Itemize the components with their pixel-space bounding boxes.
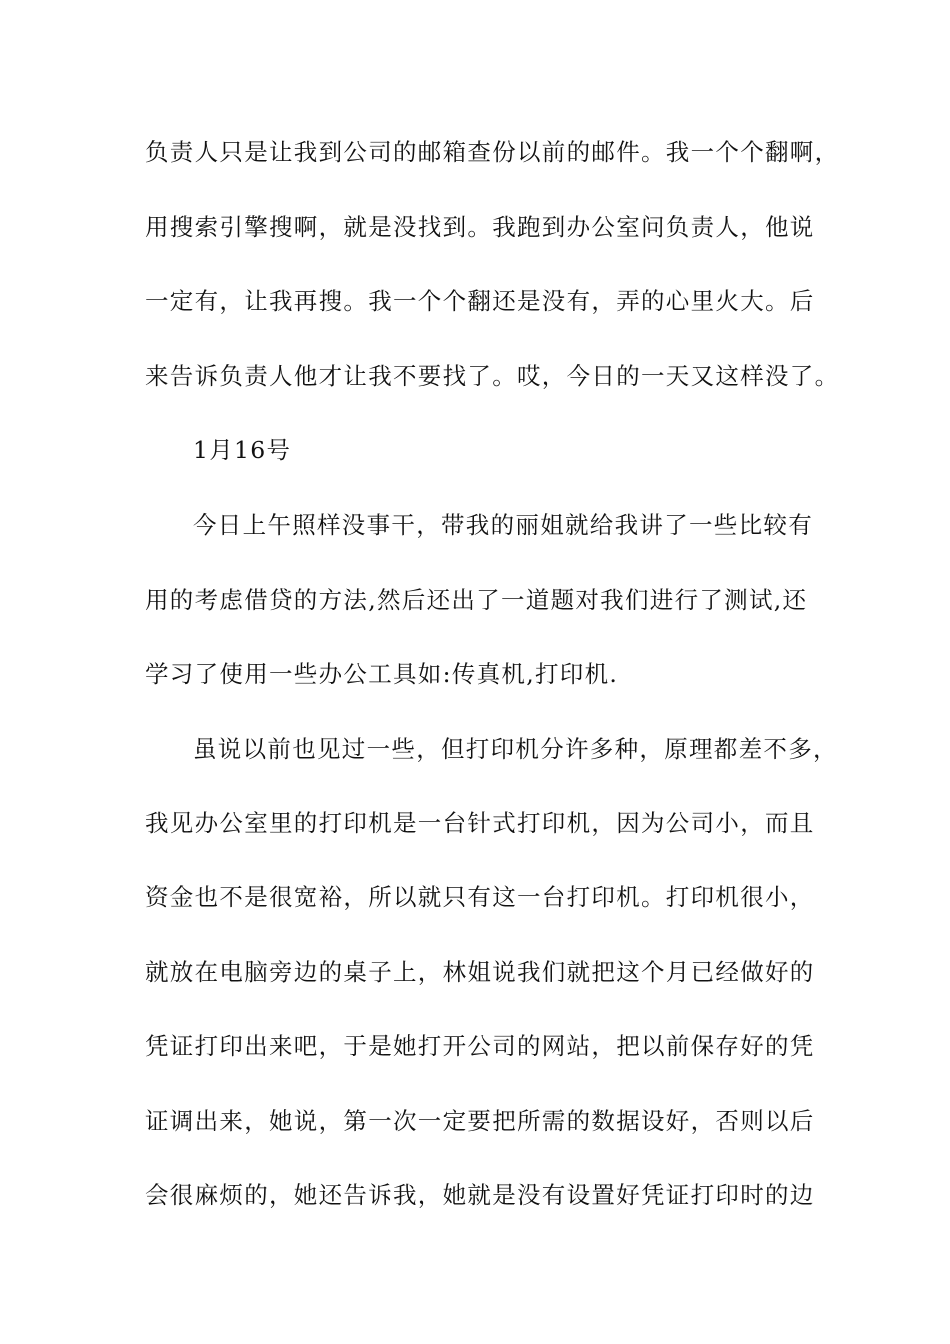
text-line: 证调出来，她说，第一次一定要把所需的数据设好，否则以后 [145, 1107, 815, 1135]
text-line: 一定有，让我再搜。我一个个翻还是没有，弄的心里火大。后 [145, 287, 815, 315]
text-line: 用搜索引擎搜啊，就是没找到。我跑到办公室问负责人，他说 [145, 213, 815, 241]
text-line: 资金也不是很宽裕，所以就只有这一台打印机。打印机很小， [145, 883, 815, 911]
text-line: 会很麻烦的，她还告诉我，她就是没有设置好凭证打印时的边 [145, 1181, 815, 1209]
text-line: 就放在电脑旁边的桌子上，林姐说我们就把这个月已经做好的 [145, 958, 815, 986]
text-line: 凭证打印出来吧，于是她打开公司的网站，把以前保存好的凭 [145, 1032, 815, 1060]
text-line: 学习了使用一些办公工具如:传真机,打印机. [145, 660, 619, 688]
text-line: 今日上午照样没事干，带我的丽姐就给我讲了一些比较有 [193, 511, 813, 539]
text-line: 来告诉负责人他才让我不要找了。哎，今日的一天又这样没了。 [145, 362, 840, 390]
text-line: 用的考虑借贷的方法,然后还出了一道题对我们进行了测试,还 [145, 586, 808, 614]
text-line: 虽说以前也见过一些，但打印机分许多种，原理都差不多， [193, 735, 838, 763]
text-line: 我见办公室里的打印机是一台针式打印机，因为公司小，而且 [145, 809, 815, 837]
text-line: 负责人只是让我到公司的邮箱查份以前的邮件。我一个个翻啊， [145, 138, 840, 166]
date-heading: 1月16号 [193, 436, 292, 464]
